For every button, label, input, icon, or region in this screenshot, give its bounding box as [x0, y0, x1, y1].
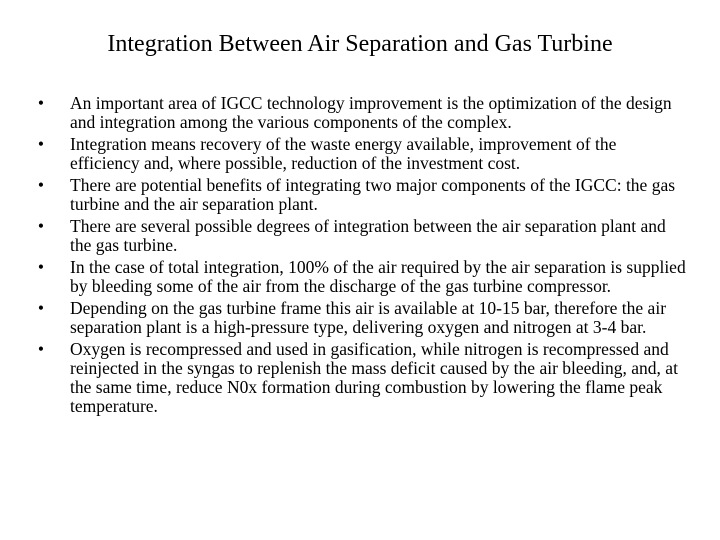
bullet-icon: • — [37, 298, 45, 318]
bullet-icon: • — [37, 257, 45, 277]
slide-title: Integration Between Air Separation and Gas Turbine — [107, 31, 613, 57]
bullet-text: In the case of total integration, 100% of the air required by the air separation is supplied by bleeding some of the air from the discharge of the gas turbine compressor. — [70, 257, 686, 296]
bullet-item-6 — [34, 299, 686, 337]
bullet-item-1 — [34, 94, 686, 132]
bullet-item-4 — [34, 217, 686, 255]
bullet-icon: • — [37, 339, 45, 359]
bullet-icon: • — [37, 216, 45, 236]
bullet-text: There are potential benefits of integrating two major components of the IGCC: the gas turbine and the air separation plant. — [70, 175, 676, 214]
bullet-item-2 — [34, 135, 686, 173]
bullet-text: There are several possible degrees of integration between the air separation plant and the gas turbine. — [70, 216, 666, 255]
bullet-item-5 — [34, 258, 686, 296]
bullet-text: Oxygen is recompressed and used in gasification, while nitrogen is recompressed and reinjected in the syngas to replenish the mass deficit caused by the air bleeding, and, at the same time, reduce N0x formation during combustion by lowering the flame peak temperature. — [70, 339, 678, 416]
bullet-icon: • — [37, 93, 45, 113]
bullet-text: Integration means recovery of the waste energy available, improvement of the efficiency and, where possible, reduction of the investment cost. — [70, 134, 617, 173]
bullet-text: An important area of IGCC technology improvement is the optimization of the design and integration among the various components of the complex. — [70, 93, 672, 132]
bullet-item-7 — [34, 340, 686, 416]
bullet-text: Depending on the gas turbine frame this air is available at 10-15 bar, therefore the air separation plant is a high-pressure type, delivering oxygen and nitrogen at 3-4 bar. — [70, 298, 667, 337]
bullet-item-3 — [34, 176, 686, 214]
bullet-list — [34, 94, 686, 419]
bullet-icon: • — [37, 134, 45, 154]
bullet-icon: • — [37, 175, 45, 195]
